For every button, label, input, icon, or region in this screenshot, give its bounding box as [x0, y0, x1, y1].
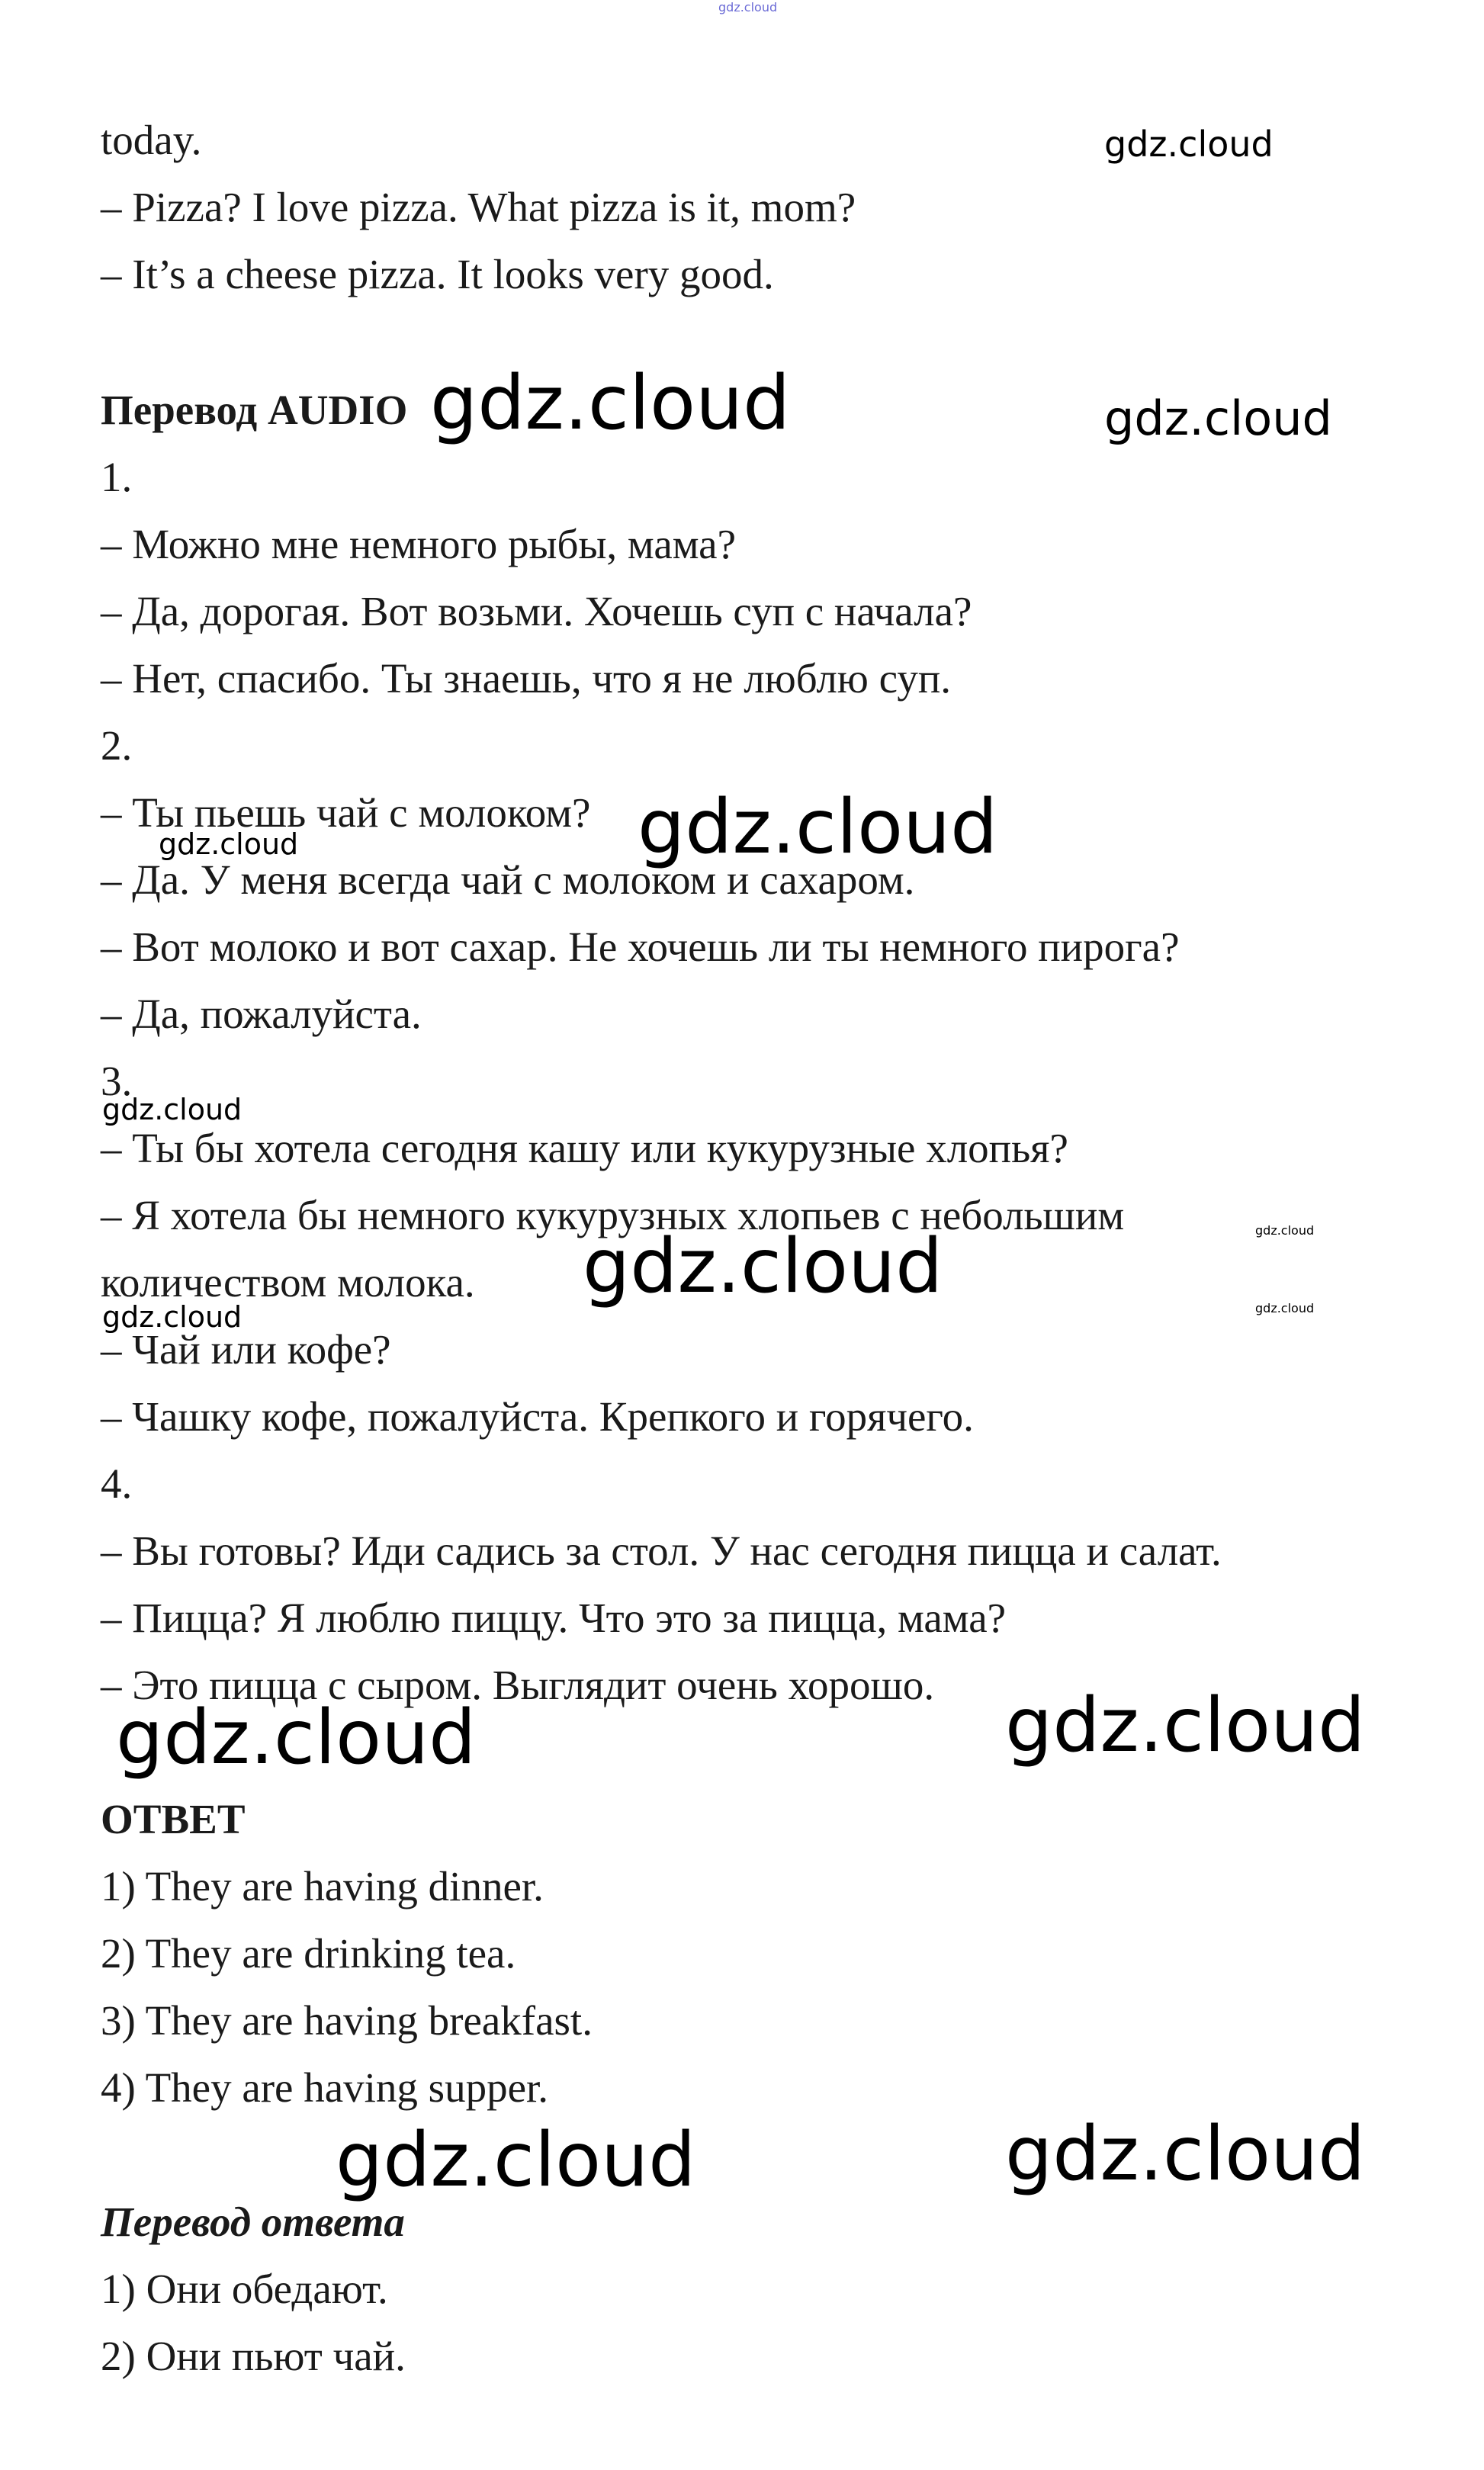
section-number: 4.	[101, 1460, 133, 1507]
watermark: gdz.cloud	[430, 360, 791, 447]
translation-line: – Вот молоко и вот сахар. Не хочешь ли ты немного пирога?	[101, 923, 1180, 970]
section-number: 2.	[101, 722, 133, 769]
translation-line: – Чашку кофе, пожалуйста. Крепкого и горячего.	[101, 1393, 974, 1440]
answer-line: 3) They are having breakfast.	[101, 1997, 593, 2044]
translation-line: – Нет, спасибо. Ты знаешь, что я не люблю суп.	[101, 655, 952, 702]
translation-line: – Да, пожалуйста.	[101, 991, 422, 1037]
dialogue-line: – It’s a cheese pizza. It looks very good.	[101, 251, 774, 297]
dialogue-line: today.	[101, 117, 202, 163]
translation-line: – Ты бы хотела сегодня кашу или кукурузные хлопья?	[101, 1125, 1068, 1171]
translation-line: – Можно мне немного рыбы, мама?	[101, 521, 737, 567]
answer-line: 2) They are drinking tea.	[101, 1930, 516, 1977]
answer-translation-line: 1) Они обедают.	[101, 2266, 388, 2312]
translation-line: – Пицца? Я люблю пиццу. Что это за пицца, мама?	[101, 1595, 1007, 1641]
answer-line: 4) They are having supper.	[101, 2064, 549, 2111]
translation-line: – Да. У меня всегда чай с молоком и сахаром.	[101, 856, 915, 903]
watermark: gdz.cloud	[116, 1694, 477, 1781]
translation-line: – Да, дорогая. Вот возьми. Хочешь суп с начала?	[101, 588, 972, 634]
translation-line: – Вы готовы? Иди садись за стол. У нас сегодня пицца и салат.	[101, 1527, 1222, 1574]
translation-line: – Я хотела бы немного кукурузных хлопьев с небольшим	[101, 1192, 1125, 1238]
translation-line: количеством молока.	[101, 1259, 475, 1306]
watermark: gdz.cloud	[718, 0, 778, 14]
watermark: gdz.cloud	[638, 784, 998, 871]
answer-line: 1) They are having dinner.	[101, 1863, 544, 1910]
watermark: gdz.cloud	[159, 827, 299, 861]
section-number: 3.	[101, 1058, 133, 1104]
watermark: gdz.cloud	[1104, 390, 1332, 446]
watermark: gdz.cloud	[1255, 1301, 1315, 1315]
dialogue-line: – Pizza? I love pizza. What pizza is it, mom?	[101, 184, 856, 230]
translation-heading: Перевод AUDIO	[101, 387, 408, 433]
answer-translation-line: 2) Они пьют чай.	[101, 2333, 406, 2379]
watermark: gdz.cloud	[583, 1223, 943, 1310]
watermark: gdz.cloud	[102, 1300, 243, 1334]
watermark: gdz.cloud	[1104, 124, 1274, 165]
watermark: gdz.cloud	[1255, 1223, 1315, 1238]
section-number: 1.	[101, 454, 133, 500]
answer-heading: ОТВЕТ	[101, 1796, 246, 1842]
translation-line: – Это пицца с сыром. Выглядит очень хорошо.	[101, 1662, 935, 1708]
translation-line: – Ты пьешь чай с молоком?	[101, 789, 591, 836]
answer-translation-heading: Перевод ответа	[101, 2199, 405, 2245]
translation-line: – Чай или кофе?	[101, 1326, 391, 1373]
watermark: gdz.cloud	[1005, 2111, 1366, 2198]
watermark: gdz.cloud	[336, 2117, 696, 2204]
watermark: gdz.cloud	[1005, 1682, 1366, 1769]
watermark: gdz.cloud	[102, 1093, 243, 1126]
